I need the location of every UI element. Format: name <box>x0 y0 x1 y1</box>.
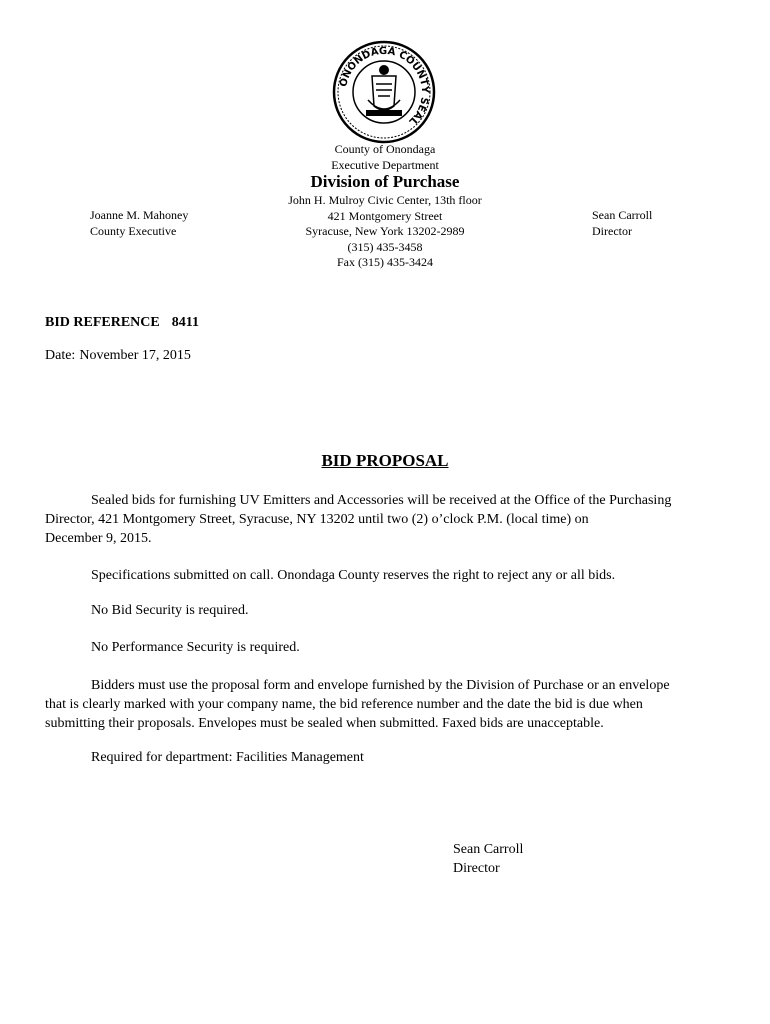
specifications-paragraph <box>45 566 735 585</box>
header-executive-department: Executive Department <box>331 157 439 172</box>
date-label: Date: <box>45 348 76 363</box>
bidders-paragraph <box>45 676 735 733</box>
county-executive-name: Joanne M. Mahoney <box>90 208 189 222</box>
director-name: Sean Carroll <box>592 208 653 222</box>
address-line-3: Syracuse, New York 13202-2989 <box>305 224 465 238</box>
county-executive-block <box>90 208 188 239</box>
required-department-paragraph <box>45 748 735 767</box>
performance-security-paragraph <box>45 638 735 657</box>
county-seal-logo <box>332 40 436 144</box>
bid-reference-number: 8411 <box>171 315 199 330</box>
bid-reference <box>45 315 199 331</box>
address-phone: (315) 435-3458 <box>347 239 423 254</box>
address-line-1: John H. Mulroy Civic Center, 13th floor <box>288 193 482 207</box>
performance-security-text: No Performance Security is required. <box>91 640 300 655</box>
bid-proposal-title: BID PROPOSAL <box>321 451 449 470</box>
director-block <box>592 208 652 239</box>
address-line-2: 421 Montgomery Street <box>327 208 443 223</box>
bid-security-text: No Bid Security is required. <box>91 603 249 618</box>
bidders-line-2: that is clearly marked with your company name, the bid reference number and the date the bid is due when <box>45 697 643 712</box>
division-title: Division of Purchase <box>310 172 460 191</box>
director-title: Director <box>592 223 632 238</box>
bidders-line-3: submitting their proposals. Envelopes must be sealed when submitted. Faxed bids are unacceptable. <box>45 716 604 731</box>
signature-title: Director <box>453 861 500 876</box>
bidders-line-1: Bidders must use the proposal form and envelope furnished by the Division of Purchase or an envelope <box>91 678 670 693</box>
address-fax: Fax (315) 435-3424 <box>337 255 433 269</box>
header-department <box>235 142 535 173</box>
intro-paragraph <box>45 491 735 548</box>
svg-text:ONONDAGA COUNTY SEAL: ONONDAGA COUNTY SEAL <box>338 45 431 127</box>
signature-block <box>453 840 523 878</box>
header-county: County of Onondaga <box>334 142 436 156</box>
specifications-text: Specifications submitted on call. Onondaga County reserves the right to reject any or all bids. <box>91 568 616 583</box>
required-department-text: Required for department: Facilities Management <box>91 750 364 765</box>
date-value: November 17, 2015 <box>79 348 191 363</box>
bid-security-paragraph <box>45 601 735 620</box>
bid-reference-label: BID REFERENCE <box>45 315 160 330</box>
header-address <box>235 193 535 271</box>
county-executive-title: County Executive <box>90 223 177 238</box>
intro-line-2: Director, 421 Montgomery Street, Syracuse, NY 13202 until two (2) o’clock P.M. (local time) on <box>45 512 589 527</box>
intro-line-1: Sealed bids for furnishing UV Emitters and Accessories will be received at the Office of the Purchasing <box>91 493 672 508</box>
intro-line-3: December 9, 2015. <box>45 531 152 546</box>
document-date <box>45 348 191 364</box>
signature-name: Sean Carroll <box>453 842 524 857</box>
